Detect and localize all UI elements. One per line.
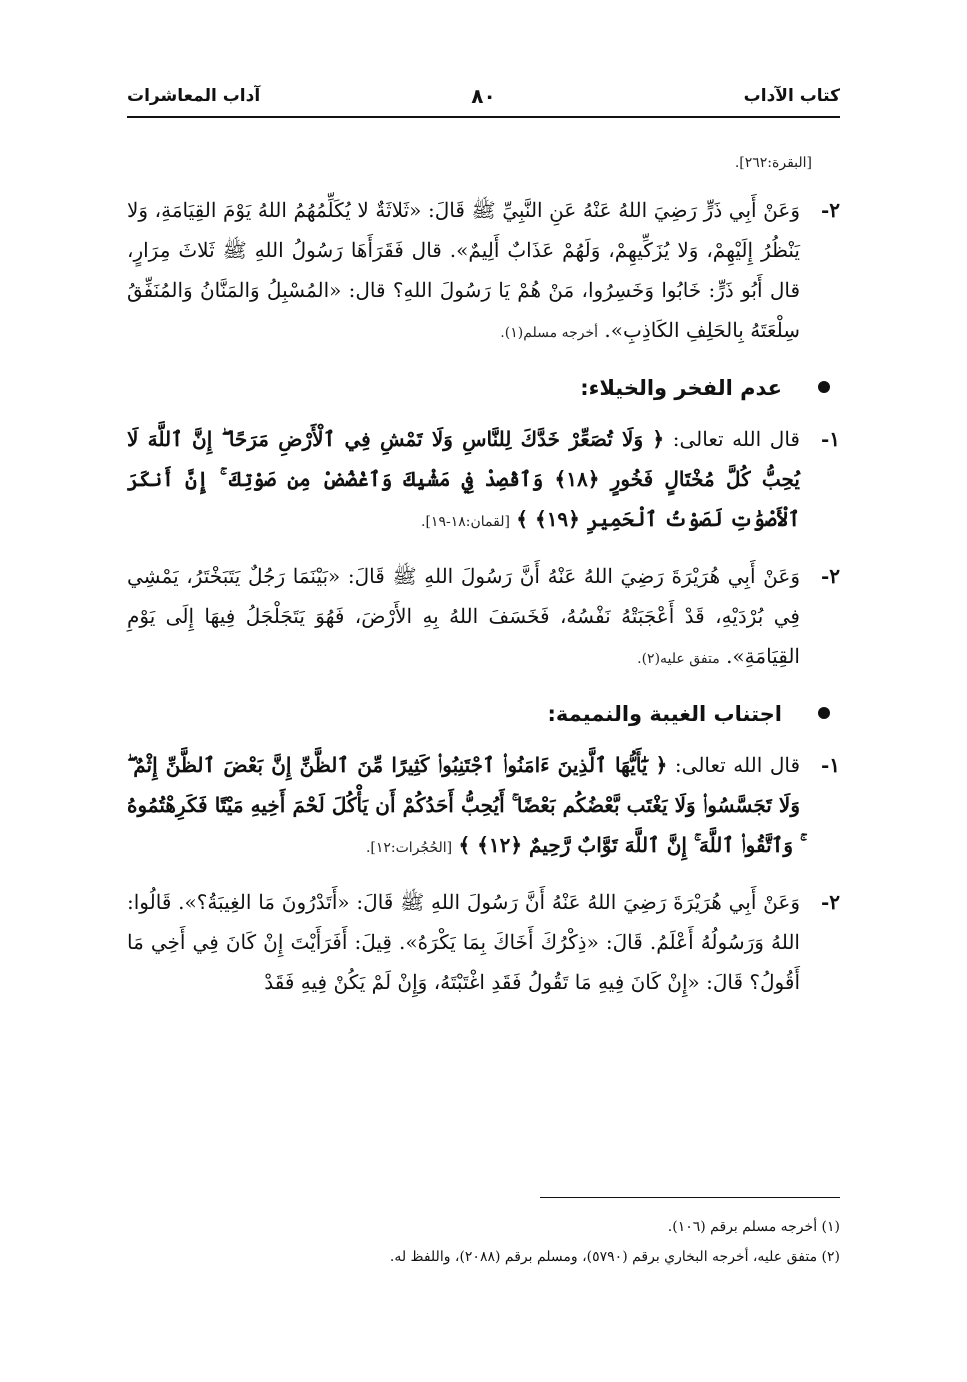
- hadith-citation: أخرجه مسلم(١).: [500, 325, 599, 341]
- item-number: ١-: [820, 427, 840, 451]
- quran-luqman: [127, 419, 840, 542]
- page-number: ٨٠: [471, 84, 496, 108]
- main-content: [127, 148, 840, 1016]
- quran-hujurat: [127, 745, 840, 868]
- verse-reference: [الحُجُرات:١٢].: [365, 840, 453, 856]
- footnote-divider: [540, 1197, 840, 1198]
- hadith-text: وَعَنْ أَبِي هُرَيْرَةَ رَضِيَ اللهُ عَنْهُ أَنَّ رَسُولَ اللهِ ﷺ قَالَ: «أَتَدْرُونَ مَا الغِيبَةُ؟». قَالُوا: اللهُ وَرَسُولُهُ أَعْلَمُ. قَالَ: «ذِكْرُكَ أَخَاكَ بِمَا يَكْرَهُ». قِيلَ: أَفَرَأَيْتَ إِنْ كَانَ فِي أَخِي مَا أَقُولُ؟ قَالَ: «إِنْ كَانَ فِيهِ مَا تَقُولُ فَقَدِ اغْتَبْتَهُ، وَإِنْ لَمْ يَكُنْ فِيهِ فَقَدْ: [127, 890, 800, 994]
- hadith-abu-hurayra-ghiba: [127, 882, 840, 1002]
- header-divider: [127, 116, 840, 118]
- section-title: عدم الفخر والخيلاء:: [580, 376, 782, 400]
- section-heading-pride: [127, 367, 840, 409]
- verse-intro: قال الله تعالى:: [672, 427, 800, 451]
- item-number: ٢-: [820, 198, 840, 222]
- hadith-text: وَعَنْ أَبِي ذَرٍّ رَضِيَ اللهُ عَنْهُ عَنِ النَّبِيِّ ﷺ قَالَ: «ثَلاثَةٌ لا يُكَلِّمُهُمُ اللهُ يَوْمَ القِيَامَةِ، وَلا يَنْظُرُ إِلَيْهِمْ، وَلا يُزَكِّيهِمْ، وَلَهُمْ عَذَابٌ أَلِيمٌ». قال فَقَرَأَهَا رَسُولُ اللهِ ﷺ ثَلاثَ مِرَارٍ، قال أَبُو ذَرٍّ: خَابُوا وَخَسِرُوا، مَنْ هُمْ يَا رَسُولَ اللهِ؟ قال: «المُسْبِلُ وَالمَنَّانُ وَالمُنَفِّقُ سِلْعَتَهُ بِالحَلِفِ الكَاذِبِ».: [127, 198, 800, 342]
- quran-verse: ﴿ يَٰٓأَيُّهَا ٱلَّذِينَ ءَامَنُوا۟ ٱجْتَنِبُوا۟ كَثِيرًا مِّنَ ٱلظَّنِّ إِنَّ بَعْضَ ٱلظَّنِّ إِثْمٌ ۖ وَلَا تَجَسَّسُوا۟ وَلَا يَغْتَب بَّعْضُكُم بَعْضًا ۚ أَيُحِبُّ أَحَدُكُمْ أَن يَأْكُلَ لَحْمَ أَخِيهِ مَيْتًا فَكَرِهْتُمُوهُ ۚ وَٱتَّقُوا۟ ٱللَّهَ ۚ إِنَّ ٱللَّهَ تَوَّابٌ رَّحِيمٌ ﴿١٢﴾ ﴾: [127, 753, 800, 857]
- section-heading-backbiting: [127, 693, 840, 735]
- verse-reference: [لقمان:١٨-١٩].: [421, 514, 510, 530]
- item-number: ٢-: [820, 890, 840, 914]
- chapter-title: آداب المعاشرات: [127, 86, 261, 106]
- book-title: كتاب الآداب: [743, 86, 840, 106]
- item-number: ١-: [820, 753, 840, 777]
- running-header: [127, 82, 840, 118]
- bullet-icon: [818, 381, 830, 393]
- footnote-2: (٢) متفق عليه، أخرجه البخاري برقم (٥٧٩٠)، ومسلم برقم (٢٠٨٨)، واللفظ له.: [389, 1249, 840, 1265]
- item-number: ٢-: [820, 564, 840, 588]
- quran-verse: ﴿ وَلَا تُصَعِّرْ خَدَّكَ لِلنَّاسِ وَلَا تَمْشِ فِي ٱلْأَرْضِ مَرَحًا ۖ إِنَّ ٱللَّهَ لَا يُحِبُّ كُلَّ مُخْتَالٍ فَخُورٍ ﴿١٨﴾ وَٱقْصِدْ فِي مَشْيِكَ وَٱغْضُضْ مِن صَوْتِكَ ۚ إِنَّ أَنكَرَ ٱلْأَصْوَٰتِ لَصَوْتُ ٱلْحَمِيرِ ﴿١٩﴾ ﴾: [127, 427, 800, 531]
- footnotes: [127, 1212, 840, 1272]
- hadith-citation: متفق عليه(٢).: [637, 651, 720, 667]
- hadith-abu-dharr: [127, 190, 840, 353]
- section-title: اجتناب الغيبة والنميمة:: [547, 702, 782, 726]
- top-reference: [البقرة:٢٦٢].: [734, 155, 812, 171]
- bullet-icon: [818, 707, 830, 719]
- hadith-abu-hurayra-pride: [127, 556, 840, 679]
- verse-intro: قال الله تعالى:: [674, 753, 801, 777]
- hadith-text: وَعَنْ أَبِي هُرَيْرَةَ رَضِيَ اللهُ عَنْهُ أَنَّ رَسُولَ اللهِ ﷺ قَالَ: «بَيْنَمَا رَجُلٌ يَتَبَخْتَرُ، يَمْشِي فِي بُرْدَيْهِ، قَدْ أَعْجَبَتْهُ نَفْسُهُ، فَخَسَفَ اللهُ بِهِ الأَرْضَ، فَهُوَ يَتَجَلْجَلُ فِيهَا إِلَى يَوْمِ القِيَامَةِ».: [127, 564, 800, 668]
- footnote-1: (١) أخرجه مسلم برقم (١٠٦).: [667, 1219, 840, 1235]
